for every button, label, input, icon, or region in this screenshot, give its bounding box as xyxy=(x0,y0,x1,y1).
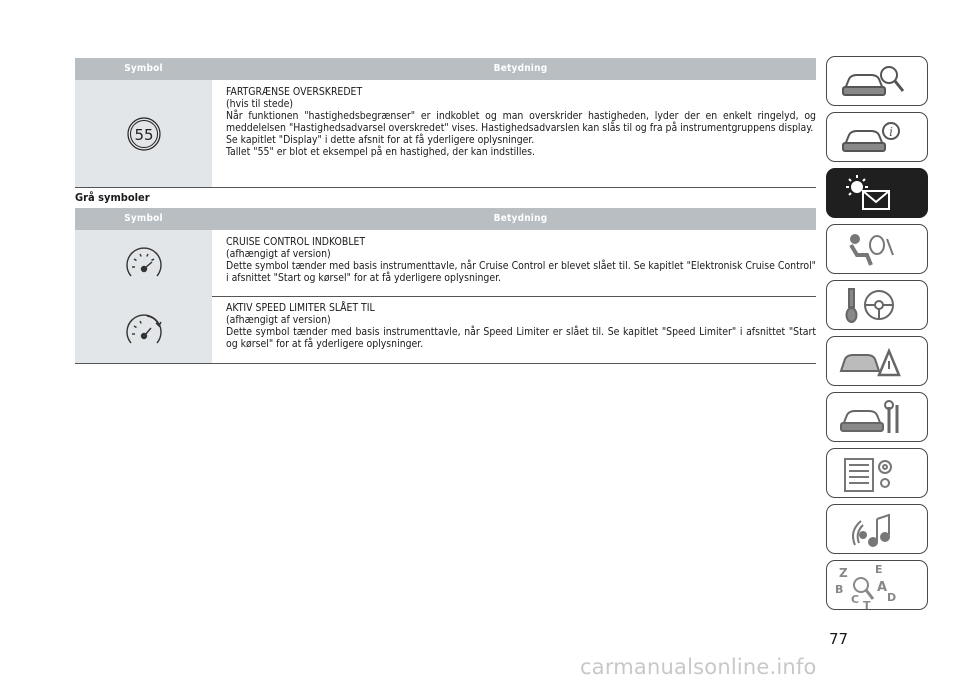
meaning-title: AKTIV SPEED LIMITER SLÅET TIL xyxy=(226,302,375,314)
tab-getting-to-know-vehicle[interactable] xyxy=(826,56,928,106)
meaning-reference: Se kapitlet "Display" i dette afsnit for at få yderligere oplysninger. xyxy=(226,134,535,147)
tab-technical-data[interactable] xyxy=(826,448,928,498)
table-grey-symbols xyxy=(75,208,816,368)
car-info-icon xyxy=(827,113,929,163)
tab-safety[interactable] xyxy=(826,224,928,274)
section-title-grey-symbols: Grå symboler xyxy=(75,191,150,204)
speed-limit-value: 55 xyxy=(134,126,154,144)
index-letter-d: D xyxy=(887,591,897,604)
svg-text:i: i xyxy=(889,125,893,139)
index-letter-a: A xyxy=(877,580,888,595)
table-row xyxy=(75,80,816,188)
table-header xyxy=(75,208,816,230)
meaning-description: Dette symbol tænder med basis instrumenttavle, når Cruise Control er blevet slået til. Se kapitlet "Elektronisk Cruise Control" i afsnittet "Start og kørsel" for at få yderligere oplysninger. xyxy=(226,260,816,285)
key-steering-wheel-icon xyxy=(827,281,929,331)
tab-vehicle-info[interactable] xyxy=(826,112,928,162)
symbol-cell xyxy=(75,230,212,296)
table-row xyxy=(75,296,816,364)
watermark: carmanualsonline.info xyxy=(580,655,817,679)
meaning-note: Tallet "55" er blot et eksempel på en hastighed, der kan indstilles. xyxy=(226,146,536,159)
multimedia-music-icon xyxy=(827,505,929,555)
meaning-title: CRUISE CONTROL INDKOBLET xyxy=(226,236,366,248)
header-symbol: Symbol xyxy=(124,213,163,224)
table-header xyxy=(75,58,816,80)
tab-maintenance[interactable] xyxy=(826,392,928,442)
meaning-cell xyxy=(226,236,816,284)
header-meaning: Betydning xyxy=(493,213,548,224)
symbol-cell xyxy=(75,296,212,363)
tab-starting-driving[interactable] xyxy=(826,280,928,330)
meaning-availability: (afhængigt af version) xyxy=(226,314,331,327)
warning-light-message-icon xyxy=(827,169,929,219)
speed-limiter-gauge-icon xyxy=(75,296,212,363)
header-meaning: Betydning xyxy=(493,63,548,74)
tab-warning-lights[interactable] xyxy=(826,168,928,218)
table-row xyxy=(75,230,816,297)
car-breakdown-warning-icon xyxy=(827,337,929,387)
alphabetical-index-icon xyxy=(827,561,929,611)
meaning-availability: (hvis til stede) xyxy=(226,98,293,111)
car-wrench-icon xyxy=(827,393,929,443)
index-letter-z: Z xyxy=(839,566,848,580)
cruise-control-gauge-icon xyxy=(75,230,212,296)
meaning-cell xyxy=(226,86,816,159)
table-colored-symbols xyxy=(75,58,816,188)
airbag-seat-icon xyxy=(827,225,929,275)
car-search-icon xyxy=(827,57,929,107)
index-letter-c: C xyxy=(851,593,860,606)
spec-sheet-gear-icon xyxy=(827,449,929,499)
index-letter-t: T xyxy=(863,599,871,611)
meaning-availability: (afhængigt af version) xyxy=(226,248,331,261)
meaning-title: FARTGRÆNSE OVERSKREDET xyxy=(226,86,363,98)
tab-multimedia[interactable] xyxy=(826,504,928,554)
meaning-description: Når funktionen "hastighedsbegrænser" er indkoblet og man overskrider hastigheden, lyder der en enkelt ringelyd, og meddelelsen "Hastighedsadvarsel overskredet" vises. Hastighedsadvarslen kan slås til og fra på instrumentgruppens display. xyxy=(226,110,816,135)
index-letter-e: E xyxy=(875,563,883,576)
speed-limit-55-icon xyxy=(75,80,212,187)
header-symbol: Symbol xyxy=(124,63,163,74)
symbol-cell xyxy=(75,80,212,187)
tab-in-emergency[interactable] xyxy=(826,336,928,386)
meaning-description: Dette symbol tænder med basis instrumenttavle, når Speed Limiter er slået til. Se kapitlet "Speed Limiter" i afsnittet "Start og kørsel" for at få yderligere oplysninger. xyxy=(226,326,816,351)
index-letter-b: B xyxy=(835,583,844,596)
meaning-cell xyxy=(226,302,816,350)
tab-index[interactable] xyxy=(826,560,928,610)
page-number: 77 xyxy=(829,630,849,648)
